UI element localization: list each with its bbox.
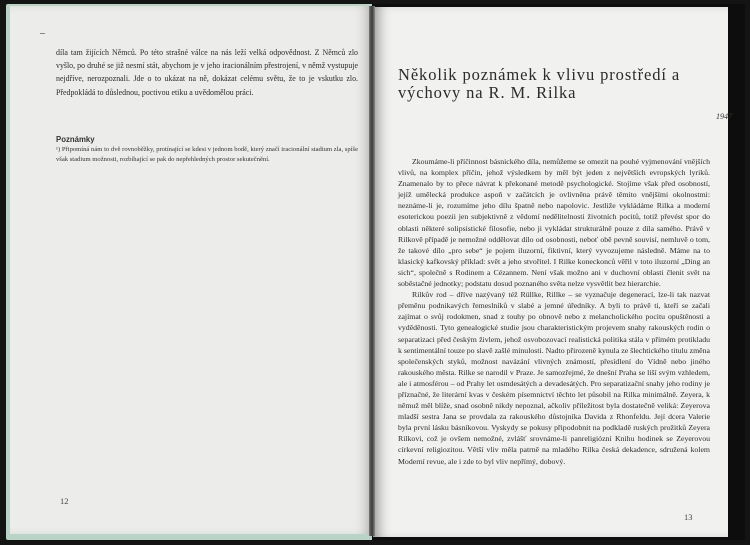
notes-heading: Poznámky — [56, 135, 95, 144]
book-spine — [369, 6, 375, 536]
left-page-paragraph: díla tam žijících Němců. Po této strašné válce na nás leží velká odpovědnost. Z Němců zlo vyšlo, po druhé se již nesmí stát, abychom je v jeho iracionálním přestrojení, v němž vystupuje nejdříve, nerozpoznali. Jde o to ukázat na ně, dokázat celému světu, že to je vskutku zlo. Předpokládá to důslednou, poctivou etiku a uvědomělou práci. — [56, 48, 358, 97]
right-page-paragraph: Rilkův rod – dříve nazývaný též Rüllke, Rillke – se vyznačuje degenerací, lze-li tak nazvat přeměnu podnikavých řemeslníků v slabé a jemné úředníky. A byli to právě ti, kteří se začali zajímat o svůj rodokmen, snad z touhy po obnově nebo z melancholického pocitu opuštěnosti a vyděděnosti. Tyto genealogické studie jsou charakteristickým projevem snahy rakouských rodin o separatizaci před českým živlem, jehož osvobozovací realistická politika stála v přímém protikladu k sentimentální touze po slavě zašlé minulosti. Nadto přirozeně kynula ze šlechtického titulu změna společenských styků, možnost navázání vlivných známostí, přesídlení do Vídně nebo jiného rakouského města. Rilke se narodil v Praze. Je samozřejmé, že dnešní Praha se liší svým vzhledem, ale i atmosférou – od Prahy let osmdesátých a devadesátých. Pro separatizační snahy jeho rodiny je příznačné, že literární kvas v českém písemnictví těchto let působil na Rilka minimálně. Zeyera, k němuž měl blíže, snad osobně nikdy nepoznal, ačkoliv příležitost byla dostatečně veliká: Zeyerova mladší sestra Jana se provdala za rakouského důstojníka Davida z Rhonfeldu. Její dcera Valerie byla první lásku básníkovou. Vyskydy se pokusy připodobnit na podkladě ruských prožitků Zeyera Rilkovi, což je ovšem nemožné, zvlášť srovnáme-li panreligiózní Knihu hodinek se Zeyerovou církevní religiozitou. Větší vliv měla patrně na mladého Rilka česká dekadence, sdružená kolem Moderní revue, ale i zde to byl vliv nepřímý, dobový. — [398, 290, 710, 466]
left-page-number: 12 — [60, 496, 69, 506]
left-page-body — [56, 46, 358, 99]
page-mark — [40, 33, 45, 34]
chapter-title: Několik poznámek k vlivu prostředí a výchovy na R. M. Rilka — [398, 65, 681, 102]
right-page-body — [398, 156, 710, 467]
footnote: ¹) Připomíná nám to dvě rovnoběžky, protínající se kdesi v jednom bodě, který značí iracionální stadium zla, spíše však stadium možnosti, rozbíhající se pak do nepřehledných prostor sekutečnění. — [56, 146, 358, 163]
right-page-number: 13 — [684, 512, 693, 522]
right-page-paragraph: Zkoumáme-li příčinnost básnického díla, nemůžeme se omezit na pouhé vyjmenování vnějších vlivů, na komplex příčin, jehož výsledkem by měl být jeden z největších evropských lyriků. Znamenalo by to přece návrat k překonané metodě psychologické. Stojíme však před osobností, jejíž umělecká produkce aspoň v začátcích je ovlivněna právě těmito vnějšími okolnostmi: neznáme-li je, rozumíme jeho dílu špatně nebo napolovic. Jestliže vykládáme Rilka a moderní esoterickou poezii jen subjektivně z vědomí nedělitelnosti životních pocitů, totiž převést spor do oblasti některé solipsistické filosofie, nebo ji vykládat strukturálně pouze z díla samého. Právě v Rilkově případě je nemožné oddělovat dílo od osobnosti, neboť obě pevně souvisí, nemluvě o tom, že takové dílo „pro sebe“ je pojem iluzorní, fiktivní, který vyvozujeme následně. Máme na to klasický kafkovský příklad: svět a jeho stvořitel. I Rilke koneckonců věřil v toto iluzorní „Ding an sich“, společně s Rodinem a Cézannem. Není však možno ani v duchovní oblasti členit svět na soběstačné jednotky; podstatu dosud poznaného světa nelze vysvětlit bez hierarchie. — [398, 157, 710, 289]
left-page-year: 1947 — [716, 112, 732, 121]
